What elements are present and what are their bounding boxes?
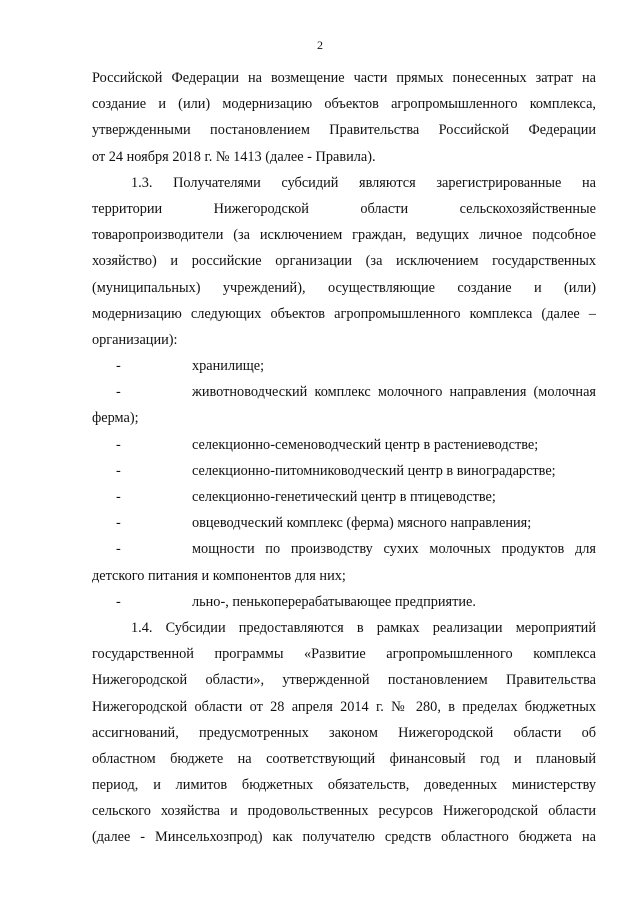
bullet-item bbox=[92, 484, 596, 510]
bullet-item bbox=[92, 589, 596, 615]
text-line: организации): bbox=[92, 331, 178, 348]
bullet-dash: - bbox=[116, 593, 121, 610]
bullet-text: хранилище; bbox=[192, 358, 265, 375]
document-body bbox=[92, 65, 596, 851]
bullet-text: животноводческий комплекс молочного направления (молочная bbox=[192, 384, 596, 401]
bullet-dash: - bbox=[116, 515, 121, 532]
bullet-text: овцеводческий комплекс (ферма) мясного направления; bbox=[192, 515, 532, 532]
text-line: модернизацию следующих объектов агропромышленного комплекса (далее – bbox=[92, 305, 596, 322]
bullet-dash: - bbox=[116, 384, 121, 401]
text-line: областном бюджете на соответствующий финансовый год и плановый bbox=[92, 750, 596, 767]
bullet-dash: - bbox=[116, 436, 121, 453]
text-line: Российской Федерации на возмещение части прямых понесенных затрат на bbox=[92, 70, 596, 86]
bullet-item bbox=[92, 432, 596, 458]
text-line: ассигнований, предусмотренных законом Нижегородской области об bbox=[92, 724, 596, 741]
text-line: хозяйство) и российские организации (за исключением государственных bbox=[92, 253, 596, 270]
bullet-text: льно-, пенькоперерабатывающее предприятие. bbox=[192, 593, 476, 610]
text-line: (далее - Минсельхозпрод) как получателю средств областного бюджета на bbox=[92, 829, 596, 846]
bullet-dash: - bbox=[116, 358, 121, 375]
paragraph-first-line: 1.4. Субсидии предоставляются в рамках реализации мероприятий bbox=[131, 619, 596, 636]
text-line: государственной программы «Развитие агропромышленного комплекса bbox=[92, 646, 596, 663]
bullet-dash: - bbox=[116, 541, 121, 558]
text-line: утвержденными постановлением Правительства Российской Федерации bbox=[92, 122, 596, 139]
bullet-dash: - bbox=[116, 462, 121, 479]
text-line: товаропроизводители (за исключением граждан, ведущих личное подсобное bbox=[92, 227, 596, 244]
text-line: от 24 ноября 2018 г. № 1413 (далее - Правила). bbox=[92, 148, 376, 165]
bullet-text: селекционно-питомниководческий центр в виноградарстве; bbox=[192, 462, 556, 479]
text-line: (муниципальных) учреждений), осуществляющие создание и (или) bbox=[92, 279, 596, 296]
text-line: детского питания и компонентов для них; bbox=[92, 567, 346, 584]
bullet-item bbox=[92, 510, 596, 536]
paragraph-first-line: 1.3. Получателями субсидий являются зарегистрированные на bbox=[131, 174, 596, 191]
bullet-item bbox=[92, 379, 596, 405]
text-line: Нижегородской области», утвержденной постановлением Правительства bbox=[92, 672, 596, 689]
bullet-item bbox=[92, 353, 596, 379]
page-number: 2 bbox=[317, 38, 323, 52]
text-line: территории Нижегородской области сельскохозяйственные bbox=[92, 200, 596, 217]
text-line: сельского хозяйства и продовольственных ресурсов Нижегородской области bbox=[92, 803, 596, 820]
bullet-text: селекционно-семеноводческий центр в растениеводстве; bbox=[192, 436, 539, 453]
bullet-item bbox=[92, 458, 596, 484]
text-line: ферма); bbox=[92, 410, 139, 427]
text-line: период, и лимитов бюджетных обязательств, доведенных министерству bbox=[92, 777, 596, 794]
bullet-dash: - bbox=[116, 489, 121, 505]
text-line: создание и (или) модернизацию объектов агропромышленного комплекса, bbox=[92, 96, 596, 113]
bullet-text: селекционно-генетический центр в птицеводстве; bbox=[192, 489, 496, 505]
bullet-item bbox=[92, 536, 596, 562]
bullet-text: мощности по производству сухих молочных продуктов для bbox=[192, 541, 596, 558]
text-line: Нижегородской области от 28 апреля 2014 г. № 280, в пределах бюджетных bbox=[92, 698, 596, 715]
